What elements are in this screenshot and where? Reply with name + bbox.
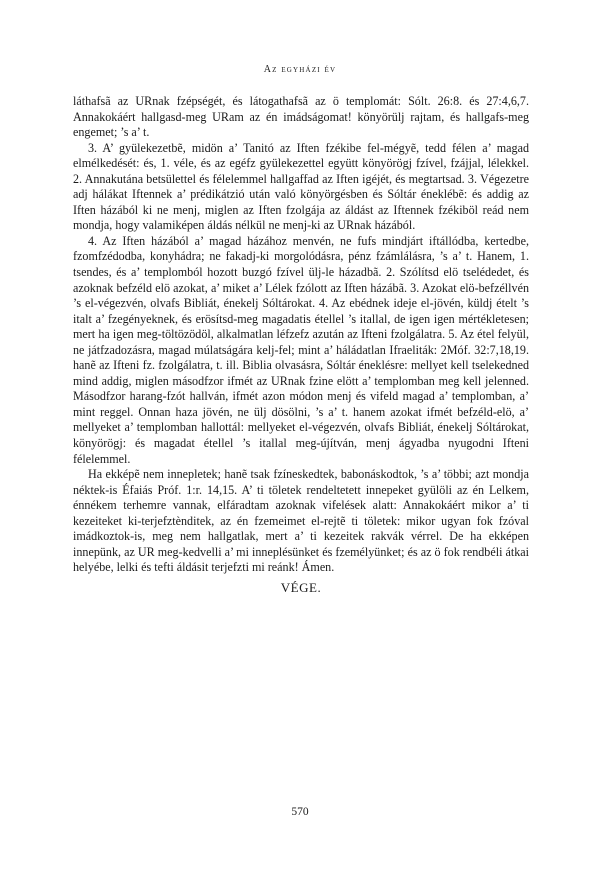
paragraph: 3. A’ gyülekezetbẽ, midön a’ Tanitó az Iften fzékibe fel-mégyẽ, tedd félen a’ magad elmélkedését: és, 1. véle, és az egéfz gyülekezettel együtt könyörögj fzível, fzájjal, lélekkel. 2. Annakutána betsülettel és félelemmel hallgaffad az Iften igéjét, és megtartsad. 3. Végezetre adj hálákat Iftennek a’ prédikátzió után való könyörgésben és Sóltár éneklébẽ: és addig az Iften házából ki ne menj, miglen az Iften fzolgája az áldást az Iftennek fzékiböl reád nem mondja, hogy valamiképen áldás nélkül ne menj-ki az URnak házából. [73, 140, 529, 233]
paragraph: Ha ekképẽ nem innepletek; hanẽ tsak fzíneskedtek, babonáskodtok, ’s a’ többi; azt mondja néktek-is Éfaiás Próf. 1:r. 14,15. A’ ti töletek rendeltetett innepeket gyülöli az én Lelkem, énnékem terhemre vannak, elfáradtam azoknak vifelések alatt: Annakokáért mikor a’ ti kezeiteket ki-terjefztènditek, az én fzemeimet el-rejtẽ ti töletek: mikor ugyan fok fzóval imádkoztok-is, meg nem hallgatlak, mert a’ ti kezeitek rakvák vérrel. De ha ekképen innepünk, az UR meg-kedvelli a’ mi inneplésünket és fzemélyünket; és az ö fok rendbéli átkai helyébe, lelki és tefti áldásit terjefzti mi reánk! Ámen. [73, 467, 529, 575]
body-text [73, 94, 529, 596]
ending-word: VÉGE. [280, 579, 322, 595]
paragraph: 4. Az Iften házából a’ magad házához menvén, ne fufs mindjárt iftállódba, kertedbe, fzomfzédodba, konyhádra; ne fakadj-ki morgolódásra, pénz fzámlálásra, ’s a’ t. Hanem, 1. tsendes, és a’ templomból hozott buzgó fzível ülj-le házadbã. 2. Szólítsd elö tselédedet, és azoknak befzéld elö azokat, a’ miket a’ Lélek fzólott az Iften házábã. 3. Azokat elö-befzéllvén ’s el-végezvén, olvafs Bibliát, énekelj Sóltárokat. 4. Az ebédnek ideje el-jövén, küldj ételt ’s italt a’ fzegényeknek, és erösítsd-meg magadatis étellel ’s itallal, de igen igen mértékletesen; mert ha igen meg-töltözödöl, alkalmatlan léfzefz azután az Ifteni fzolgálatra. 5. Az étel felyül, ne játfzadozásra, magad múlatságára kelj-fel; mint a’ háládatlan Ifraeliták: 2Móf. 32:7,18,19. hanẽ az Ifteni fz. fzolgálatra, t. ill. Biblia olvasásra, Sóltár éneklésre: mellyet kell tselekedned mind addig, miglen másodfzor ifmét az URnak fzine elött a’ templomban meg kell jelenned. Másodfzor harang-fzót hallván, ifmét azon módon menj és vifeld magad a’ templomban, a’ mint reggel. Onnan haza jövén, ne ülj dösölni, ’s a’ t. hanem azokat ifmét befzéld-elö, a’ mellyeket a’ templomban hallottál: mellyeket el-végezvén, olvafs Bibliát, énekelj Sóltárokat, könyörögj: és magadat étellel ’s itallal meg-újítván, menj ágyadba nyugodni Ifteni félelemmel. [73, 233, 529, 466]
running-title: Az egyházi év [263, 64, 337, 75]
page-number: 570 [291, 806, 309, 818]
paragraph: láthafsã az URnak fzépségét, és látogathafsã az ö templomát: Sólt. 26:8. és 27:4,6,7. Annakokáért hallgasd-meg URam az én imádságomat! könyörülj rajtam, és hallgafs-meg engemet; ’s a’ t. [73, 94, 529, 140]
